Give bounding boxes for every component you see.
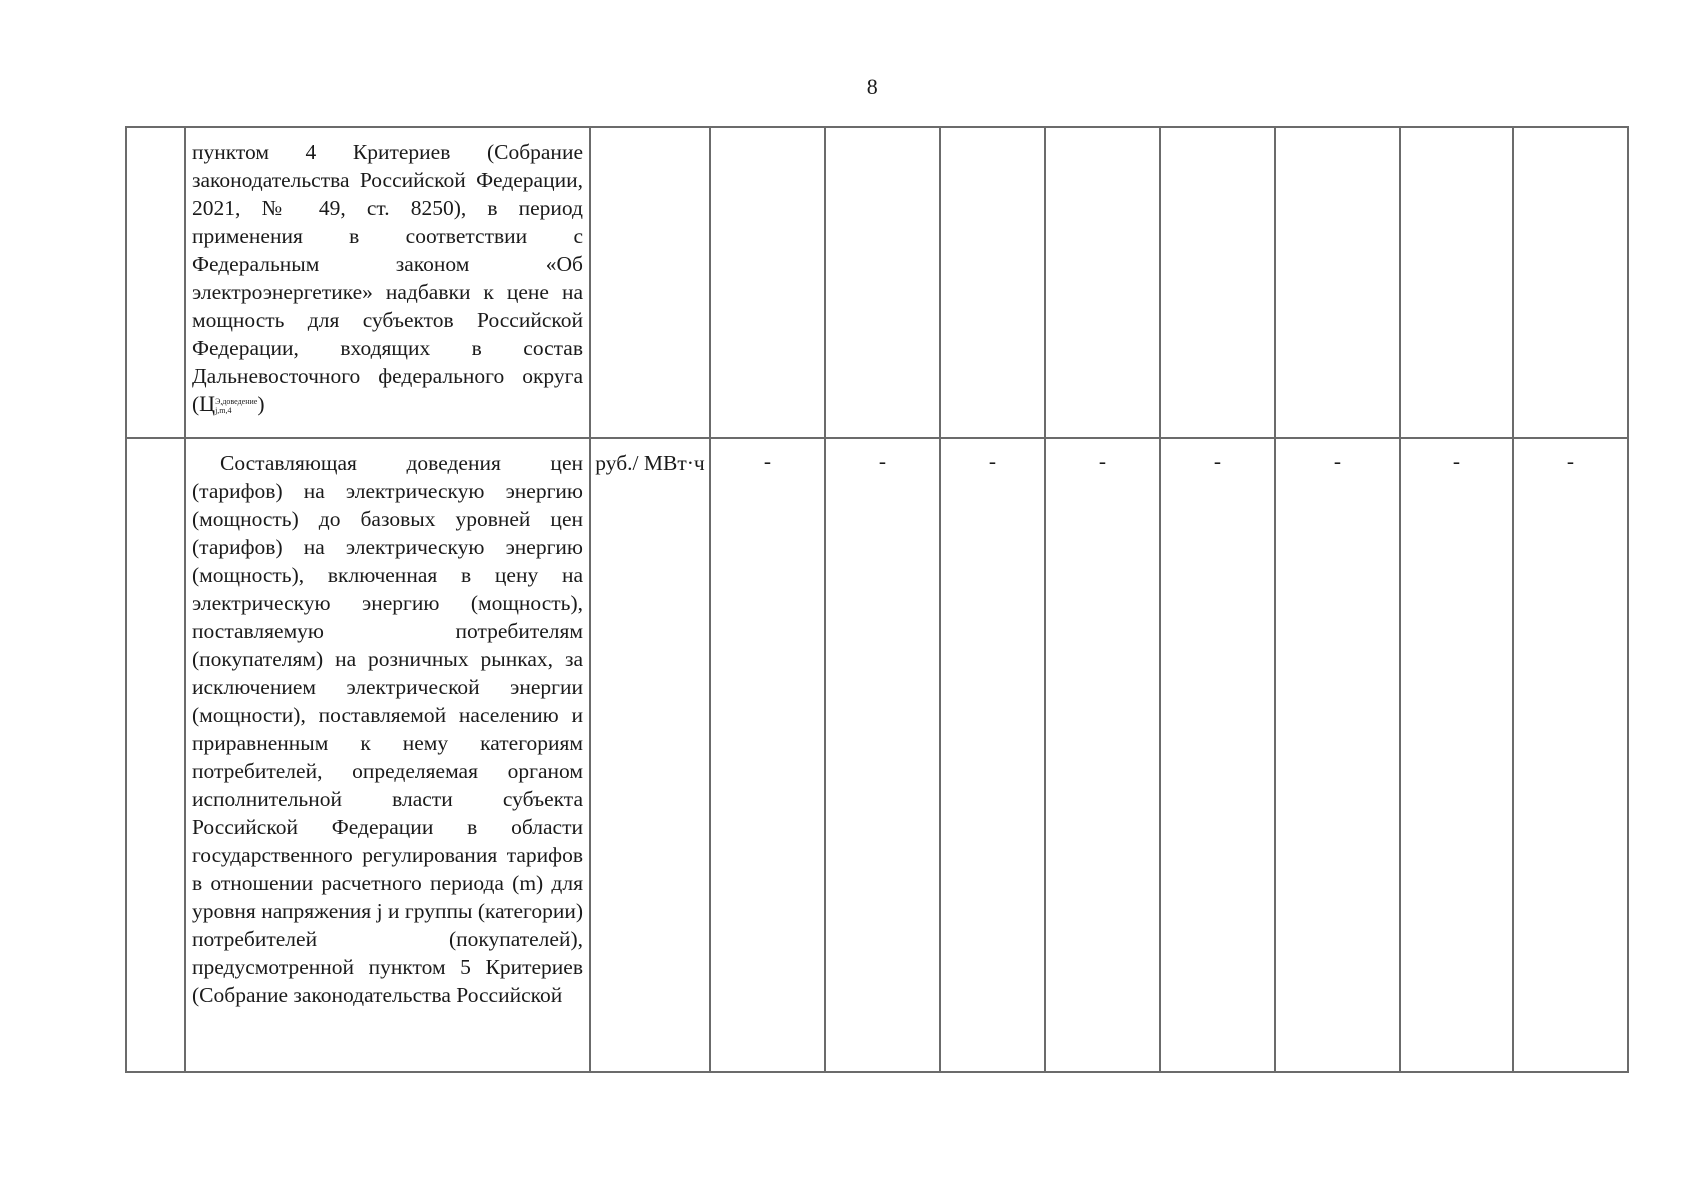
tariff-table bbox=[125, 126, 1629, 1073]
table-row bbox=[126, 438, 1628, 1072]
unit-cell: руб./ МВт·ч bbox=[590, 438, 710, 1072]
value-cell: - bbox=[710, 438, 825, 1072]
value-cell bbox=[1045, 127, 1160, 438]
value-cell: - bbox=[1160, 438, 1275, 1072]
row-number-cell bbox=[126, 127, 185, 438]
formula-subscript: j,m,4 bbox=[215, 406, 232, 416]
value-cell bbox=[940, 127, 1045, 438]
value-cell: - bbox=[1045, 438, 1160, 1072]
formula-notation bbox=[192, 392, 265, 416]
row-number-cell bbox=[126, 438, 185, 1072]
table-row bbox=[126, 127, 1628, 438]
description-text: пунктом 4 Критериев (Собрание законодательства Российской Федерации, 2021, № 49, ст. 8250), в период применения в соответствии с Федеральным законом «Об электроэнергетике» надбавки к цене на мощность для субъектов Российской Федерации, входящих в состав Дальневосточного федерального округа bbox=[192, 140, 583, 388]
page-number: 8 bbox=[866, 74, 879, 99]
description-cell bbox=[185, 127, 590, 438]
value-cell bbox=[1400, 127, 1513, 438]
unit-cell bbox=[590, 127, 710, 438]
value-cell bbox=[1513, 127, 1628, 438]
value-cell: - bbox=[1513, 438, 1628, 1072]
value-cell: - bbox=[1275, 438, 1400, 1072]
value-cell bbox=[710, 127, 825, 438]
value-cell: - bbox=[940, 438, 1045, 1072]
value-cell: - bbox=[825, 438, 940, 1072]
formula-scripts bbox=[215, 397, 257, 415]
formula-open-paren: ( bbox=[192, 392, 200, 416]
formula-close-paren: ) bbox=[257, 392, 265, 416]
value-cell bbox=[1275, 127, 1400, 438]
formula-symbol: Ц bbox=[199, 391, 216, 416]
description-cell bbox=[185, 438, 590, 1072]
description-text: Составляющая доведения цен (тарифов) на электрическую энергию (мощность) до базовых уровней цен (тарифов) на электрическую энергию (мощность), включенная в цену на электрическую энергию (мощность), поставляемую потребителям (покупателям) на розничных рынках, за исключением электрической энергии (мощности), поставляемой населению и приравненным к нему категориям потребителей, определяемая органом исполнительной власти субъекта Российской Федерации в области государственного регулирования тарифов в отношении расчетного периода (m) для уровня напряжения j и группы (категории) потребителей (покупателей), предусмотренной пунктом 5 Критериев (Собрание законодательства Российской bbox=[192, 451, 583, 1007]
value-cell bbox=[1160, 127, 1275, 438]
value-cell: - bbox=[1400, 438, 1513, 1072]
value-cell bbox=[825, 127, 940, 438]
formula-superscript: Э,доведение bbox=[215, 397, 258, 407]
